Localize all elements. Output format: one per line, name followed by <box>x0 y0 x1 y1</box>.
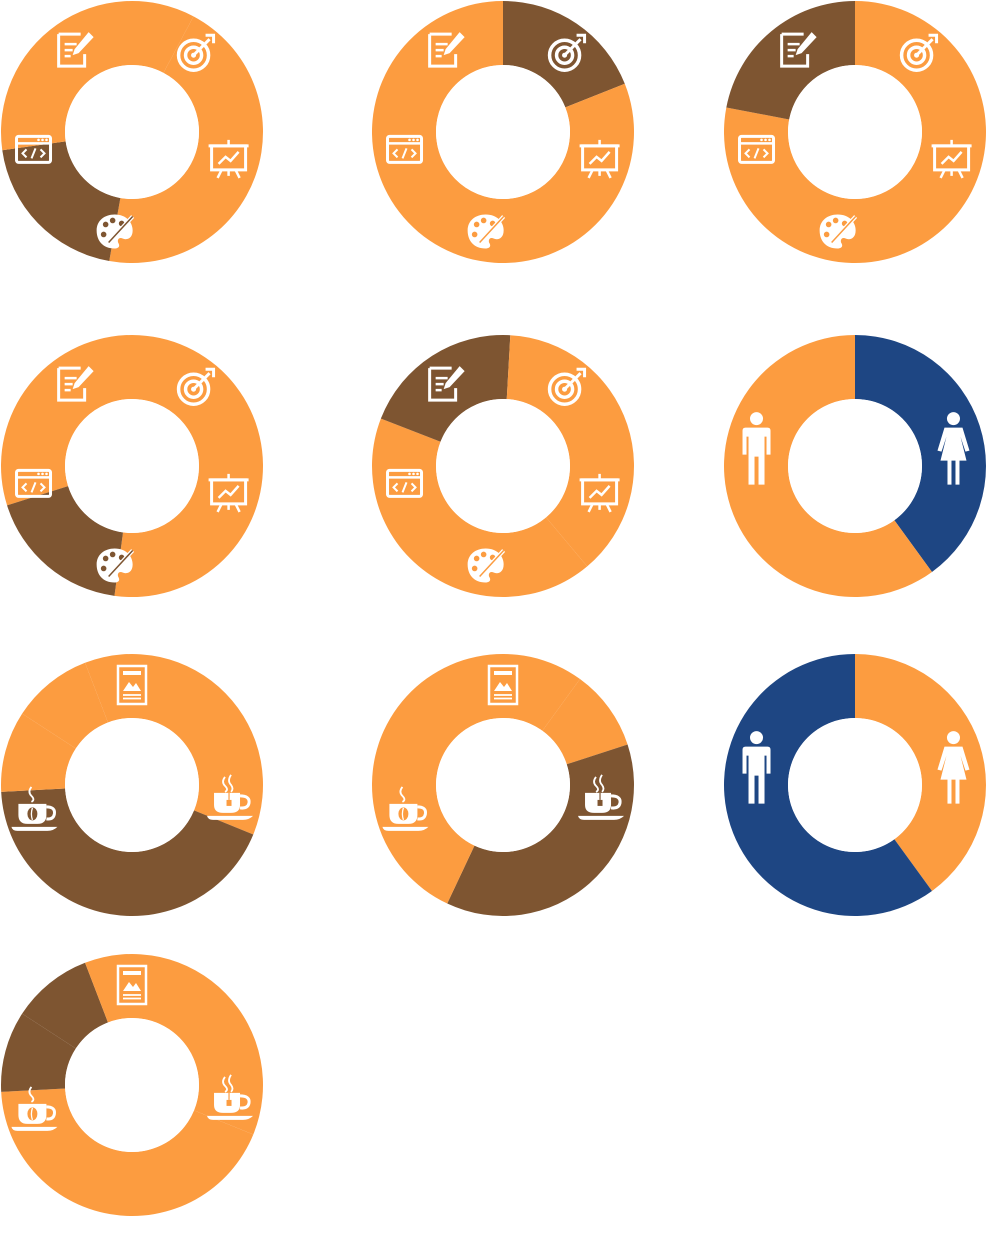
donut-chart-10 <box>1 954 263 1216</box>
donut-hole <box>788 65 922 199</box>
donut-hole <box>788 718 922 852</box>
donut-chart-1 <box>1 1 263 263</box>
donut-hole <box>65 65 199 199</box>
donut-hole <box>65 718 199 852</box>
donut-chart-4 <box>1 335 263 597</box>
donut-hole <box>436 399 570 533</box>
donut-hole <box>65 399 199 533</box>
donut-chart-9 <box>724 654 986 916</box>
donut-chart-3 <box>724 1 986 263</box>
donut-chart-7 <box>1 654 263 916</box>
donut-chart-5 <box>372 335 634 597</box>
donut-chart-2 <box>372 1 634 263</box>
donut-hole <box>788 399 922 533</box>
donut-hole <box>436 65 570 199</box>
donut-chart-8 <box>372 654 634 916</box>
donut-hole <box>65 1018 199 1152</box>
donut-chart-6 <box>724 335 986 597</box>
donut-hole <box>436 718 570 852</box>
